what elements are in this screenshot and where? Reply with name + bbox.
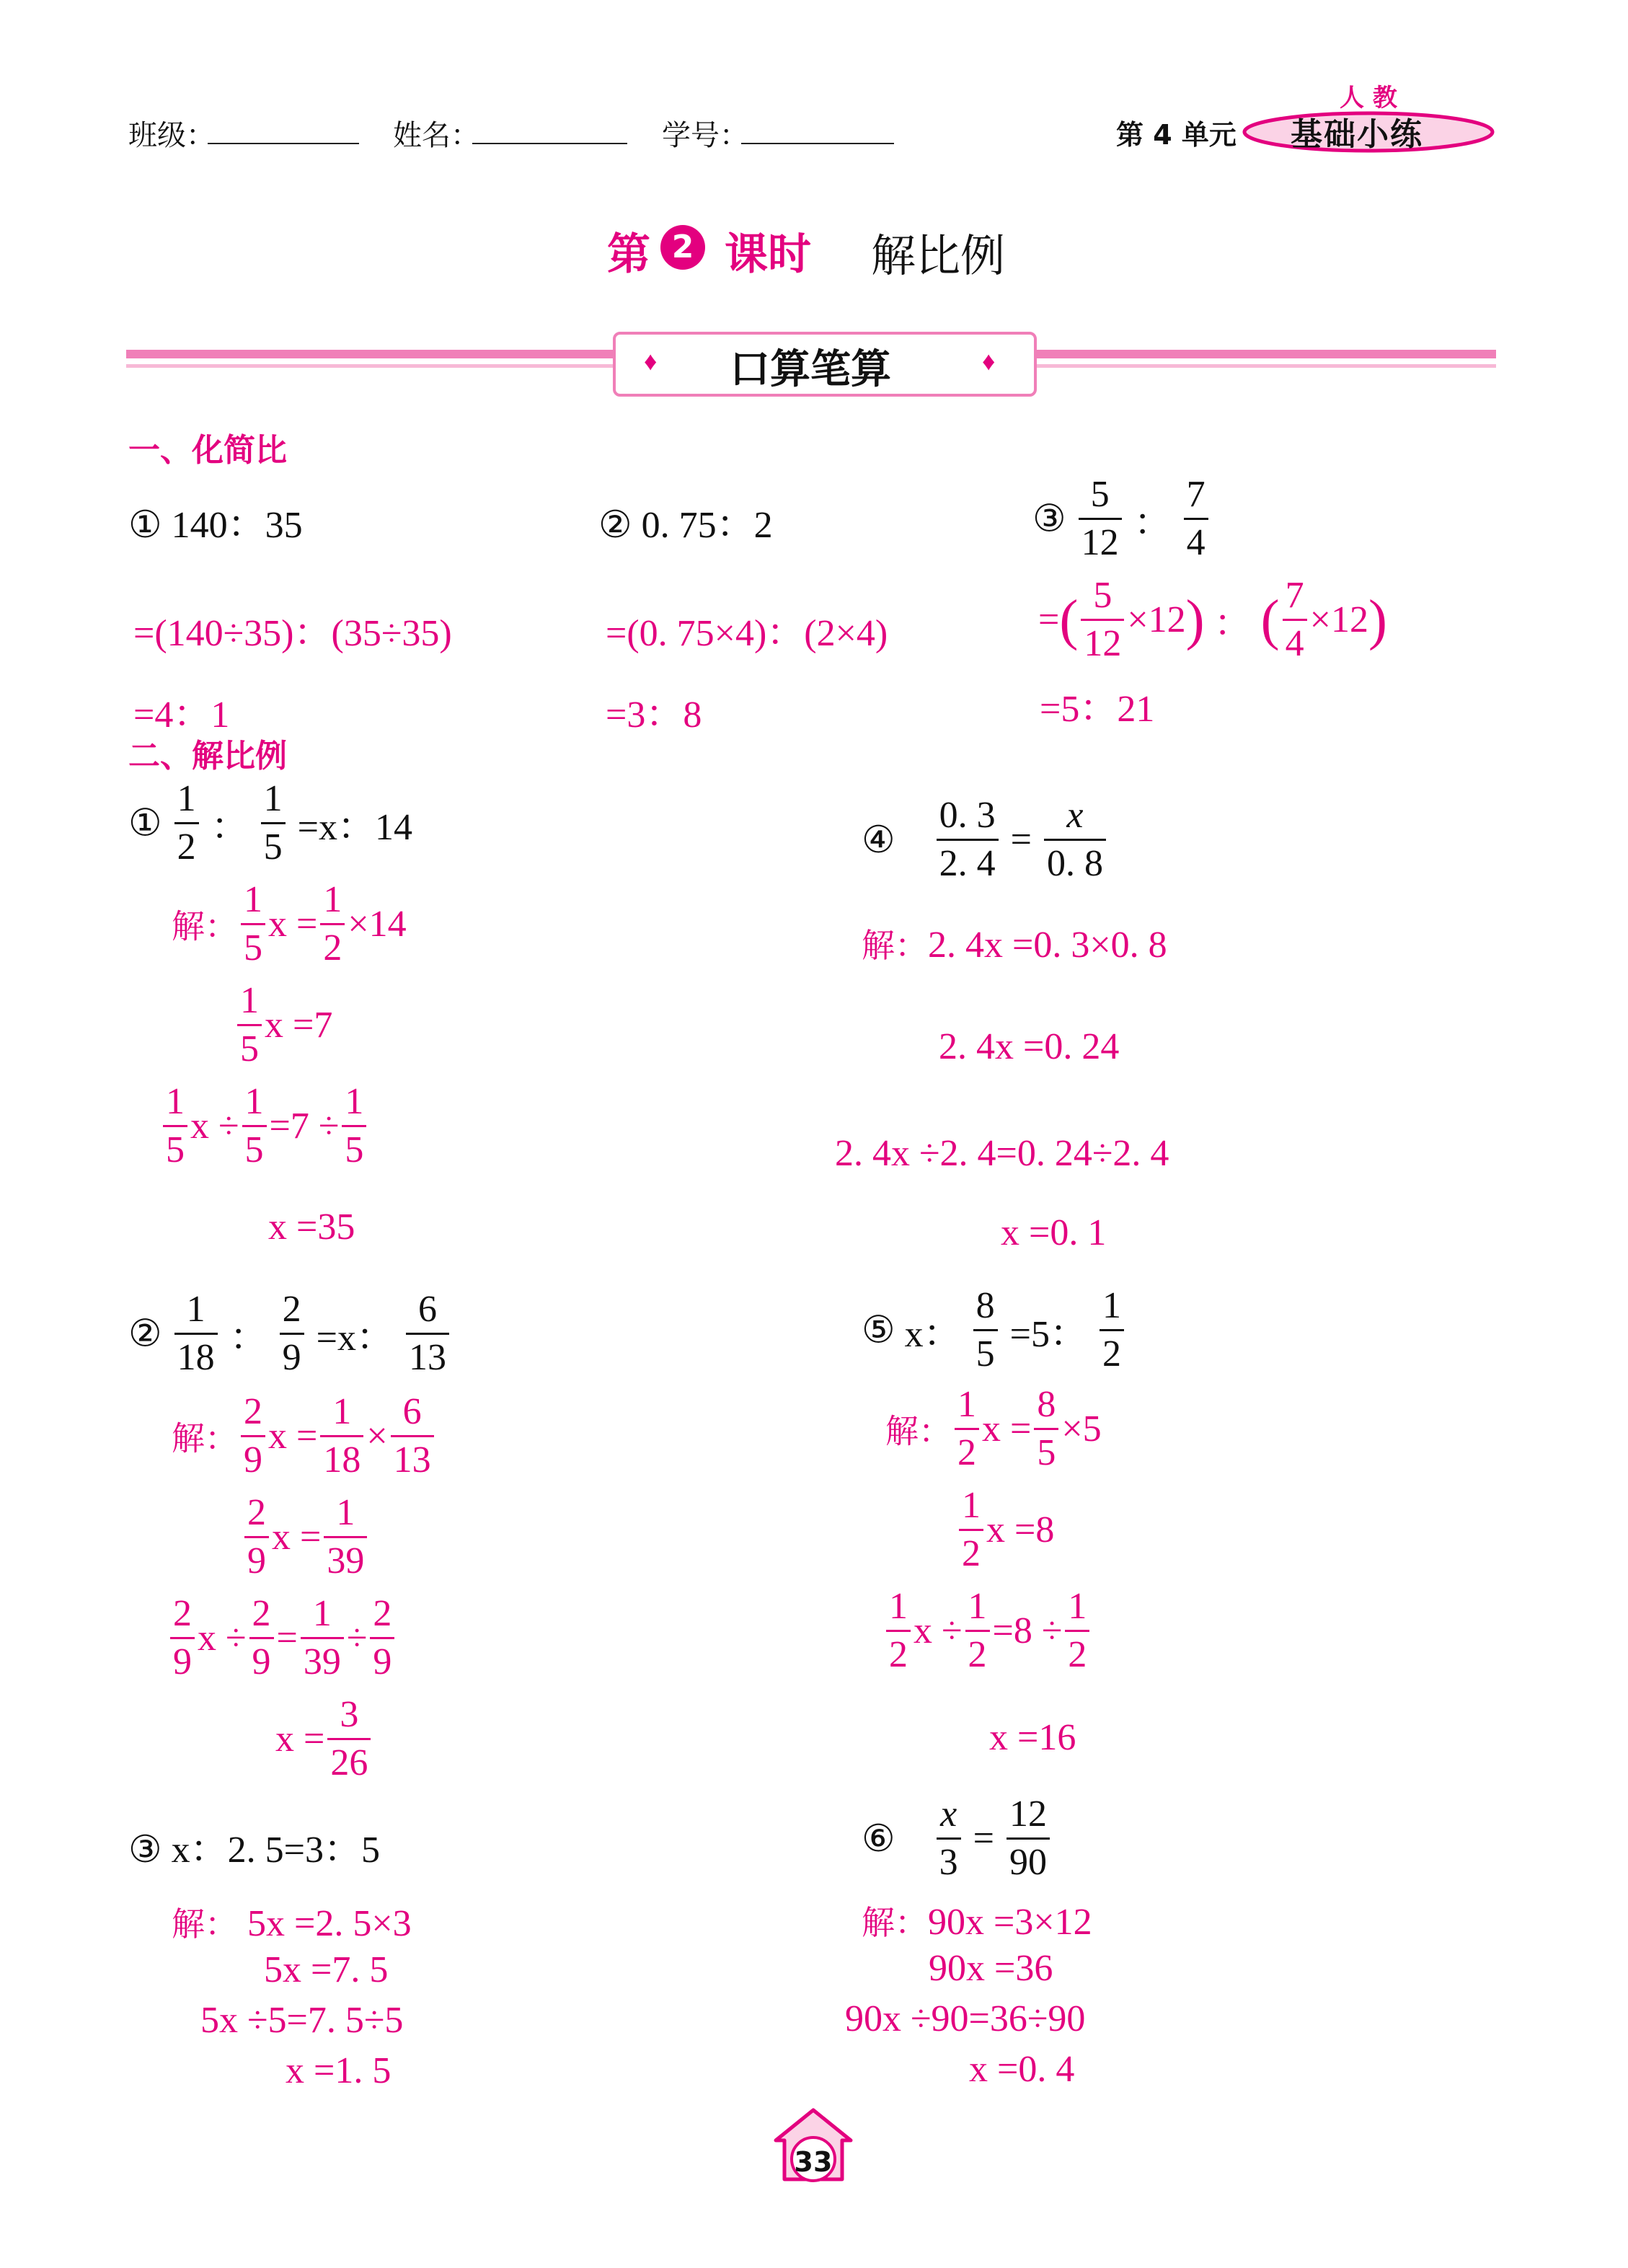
s2-problem-1: ① $\frac{1}{2}$ ： $\frac{1}{5}$ =x：14 [128,778,412,868]
lesson-title: 解比例 [871,229,1006,282]
diamond-left-icon: ♦ [644,347,658,376]
s2-problem-3: ③ x：2. 5=3：5 [128,1830,380,1871]
s2-p5-line4: x =16 [989,1717,1076,1758]
s2-p2-line3: $\frac{2}{9}$ x ÷ $\frac{2}{9}$ = $\frac{1}{39}$ ÷ $\frac{2}{9}$ [167,1595,397,1681]
s1-p3-step2: =5：21 [1040,689,1155,730]
section2-heading: 二、解比例 [128,738,287,775]
s1-problem-3: ③ $\frac{5}{12}$ ： $\frac{7}{4}$ [1032,476,1211,562]
diamond-right-icon: ♦ [982,347,996,376]
s2-p3-line1: 解： 5x =2. 5×3 [172,1903,412,1944]
s2-p3-line2: 5x =7. 5 [264,1949,389,1990]
s2-p5-line2: $\frac{1}{2}$ x =8 [956,1487,1054,1573]
s2-problem-5: ⑤ x： $\frac{8}{5}$ =5： $\frac{1}{2}$ [862,1287,1127,1373]
name-label: 姓名： [393,119,479,152]
s2-p3-line4: x =1. 5 [286,2050,391,2091]
s2-p2-line2: $\frac{2}{9}$ x = $\frac{1}{39}$ [242,1494,370,1580]
s2-p6-line3: 90x ÷90=36÷90 [845,1998,1086,2039]
brand-name: 基础小练 [1291,116,1423,153]
s2-problem-4: ④ $\frac{0. 3}{2. 4}$ = $\frac{x}{0. 8}$ [862,797,1109,883]
lesson-prefix: 第 [607,229,650,280]
s2-p6-line4: x =0. 4 [969,2049,1075,2090]
s1-problem-1: ① 140：35 [128,505,303,546]
s2-p1-line2: $\frac{1}{5}$ x =7 [234,982,332,1068]
page-number: 33 [794,2146,833,2178]
name-field[interactable] [472,143,627,144]
s2-p4-line1: 解：2. 4x =0. 3×0. 8 [862,925,1167,966]
s2-problem-2: ② $\frac{1}{18}$ ： $\frac{2}{9}$ =x： $\frac{6}{13}$ [128,1291,452,1377]
s2-p1-line1: 解： $\frac{1}{5}$ x = $\frac{1}{2}$ ×14 [172,879,407,968]
s2-p6-line1: 解：90x =3×12 [862,1902,1092,1943]
s2-p4-line2: 2. 4x =0. 24 [939,1026,1120,1067]
s2-p6-line2: 90x =36 [929,1948,1053,1989]
section1-heading: 一、化简比 [128,432,287,469]
s2-p2-line1: 解： $\frac{2}{9}$ x = $\frac{1}{18}$ × $\frac{6}{13}$ [172,1393,437,1479]
lesson-number-badge: 2 [660,225,705,270]
s2-p4-line3: 2. 4x ÷2. 4=0. 24÷2. 4 [835,1133,1169,1174]
s2-p5-line1: 解： $\frac{1}{2}$ x = $\frac{8}{5}$ ×5 [885,1384,1102,1473]
s2-p5-line3: $\frac{1}{2}$ x ÷ $\frac{1}{2}$ =8 ÷ $\frac{1}{2}$ [883,1588,1092,1674]
s1-p3-step1: =( $\frac{5}{12}$ ×12) ： ( $\frac{7}{4}$ ×12) [1038,575,1387,664]
lesson-suffix: 课时 [725,229,811,280]
unit-label: 第 4 单元 [1116,119,1237,151]
s2-p4-line4: x =0. 1 [1001,1212,1107,1253]
brand-small: 人 教 [1340,84,1397,112]
s1-p2-step1: =(0. 75×4)：(2×4) [606,613,888,654]
s2-p1-line4: x =35 [268,1206,355,1248]
class-label: 班级： [128,119,215,152]
s1-p2-step2: =3：8 [606,694,702,736]
s2-problem-6: ⑥ $\frac{x}{3}$ = $\frac{12}{90}$ [862,1796,1053,1881]
banner-label: 口算笔算 [730,346,891,393]
s1-p1-step1: =(140÷35)：(35÷35) [133,613,452,654]
s2-p2-line4: x = $\frac{3}{26}$ [275,1696,373,1782]
s1-p1-step2: =4：1 [133,694,230,736]
s1-problem-2: ② 0. 75：2 [598,505,773,546]
s2-p1-line3: $\frac{1}{5}$ x ÷ $\frac{1}{5}$ =7 ÷ $\frac{1}{5}$ [160,1083,369,1169]
id-field[interactable] [741,143,894,144]
id-label: 学号： [662,119,748,152]
class-field[interactable] [208,143,359,144]
s2-p3-line3: 5x ÷5=7. 5÷5 [200,2000,404,2041]
